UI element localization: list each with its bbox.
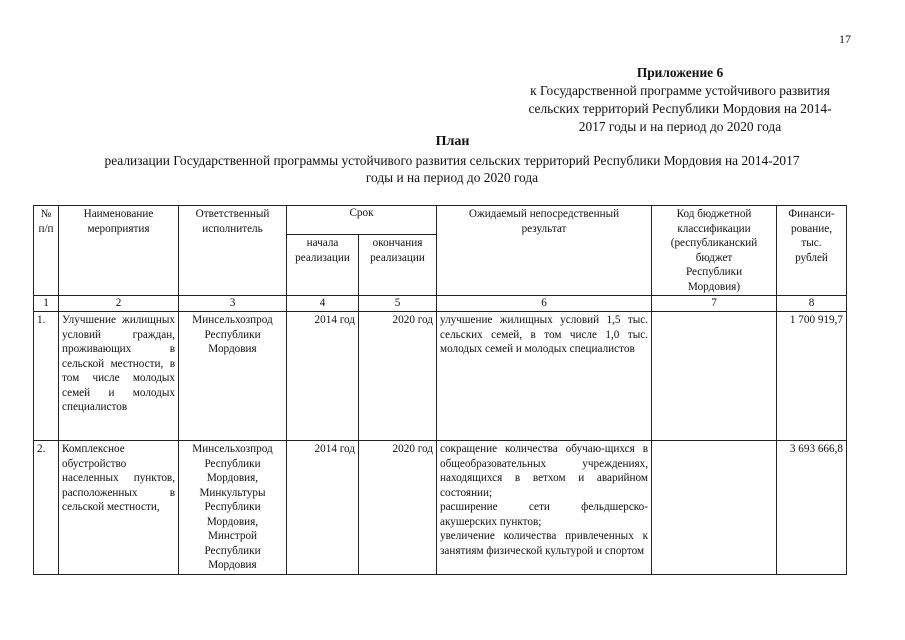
appendix-line: сельских территорий Республики Мордовия на 2014-: [528, 101, 832, 116]
row-executor: Минсельхозпрод Республики Мордовия: [179, 312, 287, 441]
row-num: 1.: [34, 312, 59, 441]
row-financing: 3 693 666,8: [777, 441, 847, 575]
column-number: 7: [652, 296, 777, 312]
row-start: 2014 год: [287, 441, 359, 575]
row-code: [652, 441, 777, 575]
plan-table: [33, 205, 847, 575]
column-number: 3: [179, 296, 287, 312]
plan-subtitle-line: реализации Государственной программы устойчивого развития сельских территорий Республики Мордовия на 2014-2017: [104, 153, 800, 168]
row-start: 2014 год: [287, 312, 359, 441]
column-number-row: [34, 296, 847, 312]
row-result: [437, 441, 652, 575]
result-item: увеличение количества привлеченных к занятиям физической культурой и спортом: [440, 530, 648, 557]
plan-subtitle-line: годы и на период до 2020 года: [365, 170, 539, 185]
row-end: 2020 год: [359, 312, 437, 441]
row-financing: 1 700 919,7: [777, 312, 847, 441]
header-term: Срок: [287, 206, 437, 235]
header-financing: Финанси- рование, тыс. рублей: [777, 206, 847, 296]
appendix-title: Приложение 6: [636, 65, 724, 80]
table-row: [34, 312, 847, 441]
row-num: 2.: [34, 441, 59, 575]
row-result: улучшение жилищных условий 1,5 тыс. сельских семей, в том числе 1,0 тыс. молодых семей и молодых специалистов: [437, 312, 652, 441]
table-row: [34, 441, 847, 575]
column-number: 2: [59, 296, 179, 312]
column-number: 4: [287, 296, 359, 312]
column-number: 5: [359, 296, 437, 312]
appendix-line: к Государственной программе устойчивого развития: [530, 83, 830, 98]
column-number: 6: [437, 296, 652, 312]
header-name: Наименование мероприятия: [59, 206, 179, 296]
row-executor: Минсельхозпрод Республики Мордовия, Минкультуры Республики Мордовия, Минстрой Республики Мордовия: [179, 441, 287, 575]
header-start: начала реализации: [287, 235, 359, 296]
header-executor: Ответственный исполнитель: [179, 206, 287, 296]
header-num: № п/п: [34, 206, 59, 296]
table-header-row: [34, 206, 847, 235]
row-code: [652, 312, 777, 441]
row-name: Комплексное обустройство населенных пунктов, расположенных в сельской местности,: [59, 441, 179, 575]
page-number: 17: [839, 32, 851, 46]
appendix-header: [500, 64, 860, 136]
result-item: сокращение количества обучаю-щихся в общеобразовательных учреждениях, находящихся в ветхом и аварийном состоянии;: [440, 443, 648, 499]
column-number: 1: [34, 296, 59, 312]
plan-title: План: [435, 134, 470, 149]
header-result: Ожидаемый непосредственный результат: [437, 206, 652, 296]
header-end: окончания реализации: [359, 235, 437, 296]
result-item: расширение сети фельдшерско-акушерских пунктов;: [440, 501, 648, 528]
row-name: Улучшение жилищных условий граждан, проживающих в сельской местности, в том числе молодых семей и молодых специалистов: [59, 312, 179, 441]
header-code: Код бюджетной классификации (республиканский бюджет Республики Мордовия): [652, 206, 777, 296]
plan-subtitle: [52, 152, 852, 186]
column-number: 8: [777, 296, 847, 312]
row-end: 2020 год: [359, 441, 437, 575]
appendix-line: 2017 годы и на период до 2020 года: [578, 119, 782, 134]
